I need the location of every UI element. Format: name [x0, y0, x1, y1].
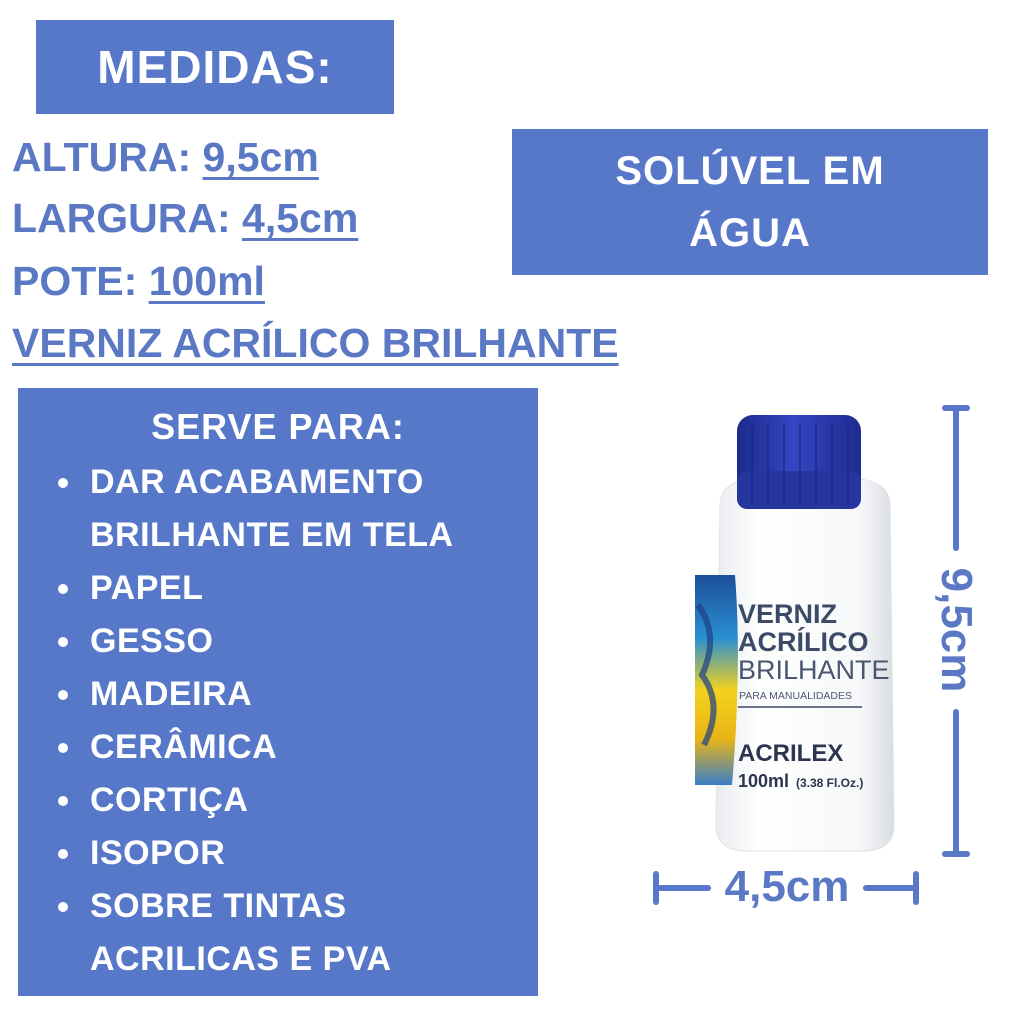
- use-item: ISOPOR: [54, 827, 490, 880]
- height-dimension-label: 9,5cm: [932, 567, 981, 693]
- bottle-label-volume-alt: (3.38 Fl.Oz.): [796, 776, 864, 790]
- width-dimension-label: 4,5cm: [724, 862, 850, 911]
- bottle-label-line-3: BRILHANTE: [738, 655, 890, 685]
- bottle-label-line-1: VERNIZ: [738, 599, 838, 629]
- altura-value: 9,5cm: [202, 134, 319, 180]
- use-item: CERÂMICA: [54, 721, 490, 774]
- use-item: CORTIÇA: [54, 774, 490, 827]
- use-item: GESSO: [54, 615, 490, 668]
- solubility-line-1: SOLÚVEL EM: [615, 149, 885, 193]
- pote-label: POTE:: [12, 258, 149, 304]
- pote-value: 100ml: [148, 258, 265, 304]
- solubility-line-2: ÁGUA: [689, 211, 811, 255]
- use-item: PAPEL: [54, 562, 490, 615]
- uses-title: SERVE PARA:: [151, 406, 405, 447]
- bottle-label-line-2: ACRÍLICO: [738, 627, 869, 657]
- use-item: MADEIRA: [54, 668, 490, 721]
- largura-value: 4,5cm: [242, 195, 359, 241]
- bottle-label-tagline: PARA MANUALIDADES: [739, 690, 853, 702]
- use-item: SOBRE TINTAS ACRILICAS E PVA: [54, 880, 450, 986]
- product-name: VERNIZ ACRÍLICO BRILHANTE: [12, 320, 619, 366]
- altura-label: ALTURA:: [12, 134, 203, 180]
- use-item: DAR ACABAMENTO BRILHANTE EM TELA: [54, 456, 490, 562]
- bottle-label-brand: ACRILEX: [738, 740, 844, 767]
- largura-label: LARGURA:: [12, 195, 243, 241]
- medidas-title: MEDIDAS:: [97, 41, 333, 93]
- bottle-label-volume: 100ml: [738, 771, 790, 791]
